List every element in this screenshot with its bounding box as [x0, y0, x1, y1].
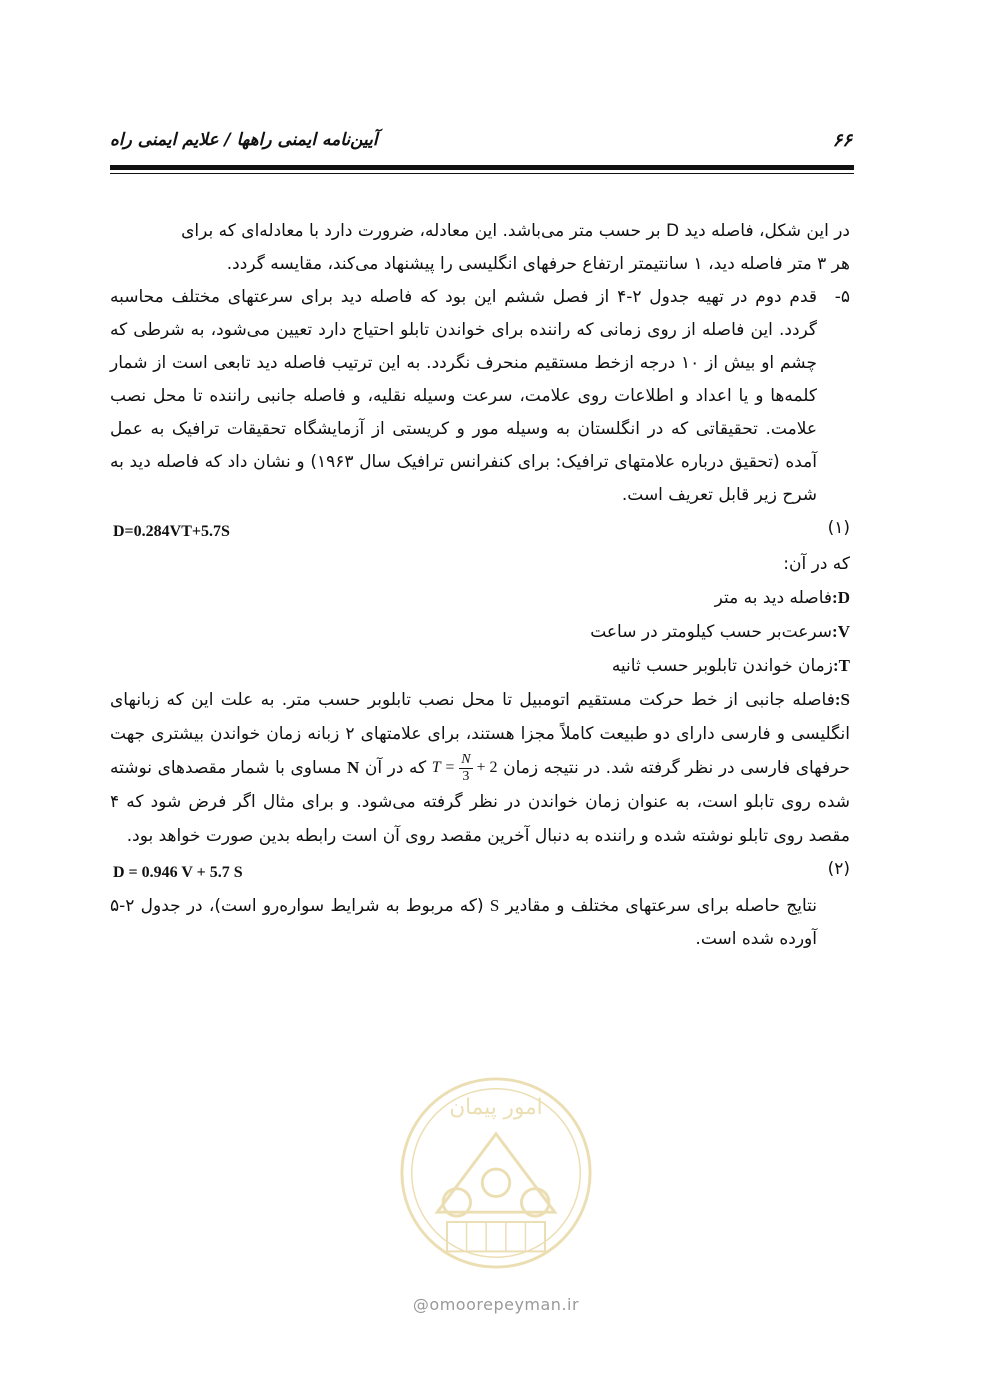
- definition-S-text: فاصله جانبی از خط حرکت مستقیم اتومبیل تا محل نصب تابلوبر حسب متر. به علت این که زبانهای انگلیسی و فارسی دارای دو طبیعت کاملاً مجزا هستند، برای علامتهای ۲ زبانه زمان خواندن بیشتری جهت حرفهای فارسی در نظر گرفته شد. در نتیجه زمان: [110, 690, 851, 778]
- body-text: [110, 215, 850, 956]
- definition-T: [110, 649, 850, 683]
- definition-V-key: V:: [832, 622, 850, 641]
- definition-S-N: N: [347, 758, 360, 777]
- fraction-denominator: 3: [462, 768, 470, 784]
- equation-1: D=0.284VT+5.7S: [113, 523, 230, 540]
- list-item-number: ۵-: [834, 287, 850, 307]
- definition-S-text-3: مساوی با شمار مقصدهای نوشته شده روی تابلو است، به عنوان زمان خواندن در نظر گرفته می‌شود. و برای مثال اگر فرض شود که ۴ مقصد روی تابلو نوشته شده و راننده به دنبال آخرین مقصد روی آن است رابطه بدین صورت خواهد بود.: [110, 758, 850, 846]
- definition-D: [110, 581, 850, 615]
- list-item-text: قدم دوم در تهیه جدول ۲-۴ از فصل ششم این بود که فاصله دید برای سرعتهای مختلف محاسبه گردد. این فاصله از روی زمانی که راننده برای خواندن تابلو احتیاج دارد تعیین می‌شود، به شرطی که چشم او بیش از ۱۰ درجه ازخط مستقیم منحرف نگردد. به این ترتیب فاصله دید تابعی است از شمار کلمه‌ها و یا اعداد و اطلاعات روی علامت، سرعت وسیله نقلیه، و فاصله جانبی راننده تا محل نصب علامت. تحقیقاتی که در انگلستان به وسیله مور و کریستی از آزمایشگاه تحقیقات ترافیک به عمل آمده (تحقیق درباره علامتهای ترافیک: برای کنفرانس ترافیک سال ۱۹۶۳) و نشان داد که فاصله دید به شرح زیر قابل تعریف است.: [110, 287, 817, 505]
- definition-V-text: سرعت‌بر حسب کیلومتر در ساعت: [590, 622, 833, 642]
- watermark-logo: [398, 1075, 594, 1271]
- list-item-5: [110, 281, 850, 512]
- header-rule-thick: [110, 165, 854, 170]
- paragraph-1-line-1: در این شکل، فاصله دید D بر حسب متر می‌باشد. این معادله، ضرورت دارد با معادله‌ای که برای: [181, 221, 850, 241]
- results-paragraph: [110, 889, 850, 956]
- results-text-2: (که مربوط به شرایط سواره‌رو است)، در جدول ۲-۵ آورده شده است.: [110, 896, 817, 949]
- fraction-N-over-3: [459, 752, 472, 785]
- definition-D-key: D:: [832, 588, 850, 607]
- definition-T-key: T:: [832, 656, 850, 675]
- page-number: ۶۶: [832, 130, 852, 151]
- formula-T-lhs: T =: [431, 759, 456, 776]
- running-header-title: آیین‌نامه ایمنی راهها / علایم ایمنی راه: [110, 130, 378, 150]
- definition-S-text-2: که در آن: [364, 758, 427, 778]
- results-S: S: [489, 896, 500, 915]
- equation-1-row: [110, 512, 850, 548]
- definition-V: [110, 615, 850, 649]
- formula-T: [432, 751, 498, 785]
- definition-S-key: S:: [834, 690, 850, 709]
- where-label: که در آن:: [783, 554, 850, 574]
- watermark-url: @omoorepeyman.ir: [412, 1295, 580, 1314]
- equation-2: D = 0.946 V + 5.7 S: [113, 864, 243, 881]
- watermark-logo-text: امور پیمان: [449, 1095, 543, 1121]
- definition-T-text: زمان خواندن تابلوبر حسب ثانیه: [611, 656, 833, 676]
- fraction-numerator: N: [461, 751, 471, 767]
- header-rule-thin: [110, 173, 854, 174]
- equation-1-number: (۱): [827, 518, 850, 538]
- results-text-1: نتایج حاصله برای سرعتهای مختلف و مقادیر: [505, 896, 817, 916]
- paragraph-1-line-2: هر ۳ متر فاصله دید، ۱ سانتیمتر ارتفاع حرفهای انگلیسی را پیشنهاد می‌کند، مقایسه گردد.: [226, 254, 850, 274]
- definition-S: [110, 683, 850, 853]
- equation-2-row: [110, 853, 850, 889]
- formula-plus-2: + 2: [476, 759, 498, 776]
- definition-D-text: فاصله دید به متر: [714, 588, 833, 608]
- equation-2-number: (۲): [827, 859, 850, 879]
